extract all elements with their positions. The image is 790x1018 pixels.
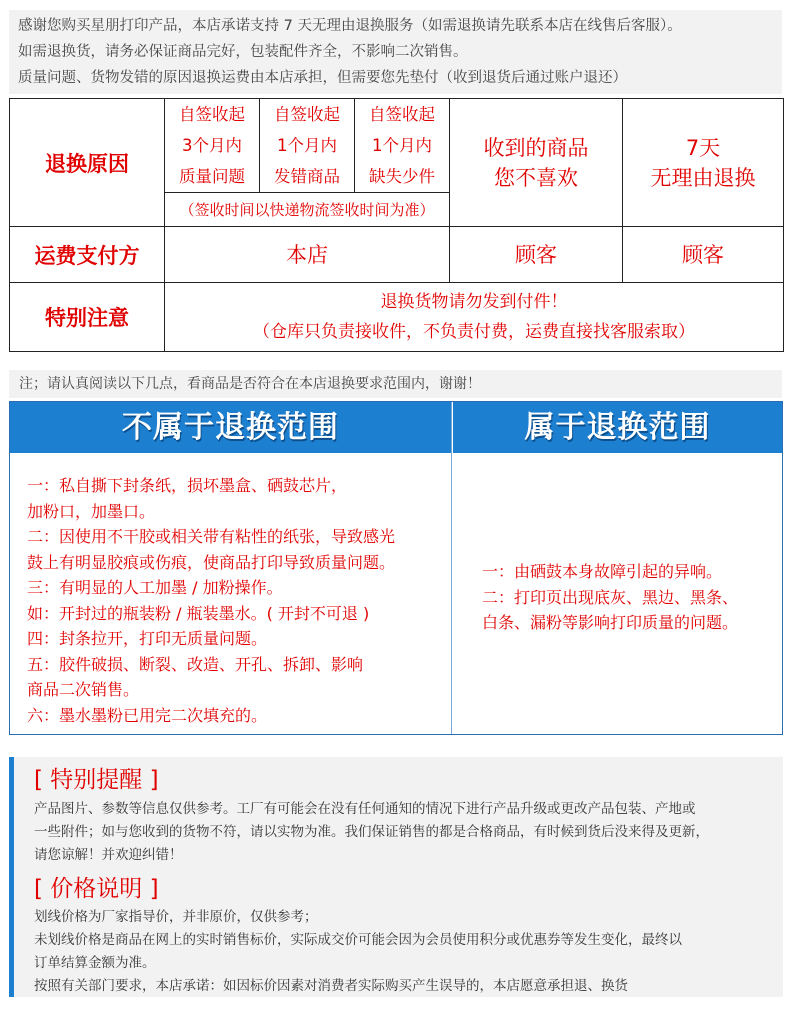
reminder-panel xyxy=(9,757,783,997)
missing-parts-cell: 自签收起 1个月内 缺失少件 xyxy=(355,99,450,193)
intro-line: 感谢您购买星朋打印产品，本店承诺支持 7 天无理由退换服务（如需退换请先联系本店在线售后客服）。 xyxy=(18,18,682,34)
notice-bar: 注；请认真阅读以下几点，看商品是否符合在本店退换要求范围内，谢谢！ xyxy=(9,370,782,398)
not-returnable-list xyxy=(27,473,447,728)
quality-issue-cell: 自签收起 3个月内 质量问题 xyxy=(165,99,260,193)
returnable-title: 属于退换范围 xyxy=(453,402,782,453)
not-returnable-title: 不属于退换范围 xyxy=(10,402,451,453)
special-reminder-text: 产品图片、参数等信息仅供参考。工厂有可能会在没有任何通知的情况下进行产品升级或更改产品包装、产地或 一些附件；如与您收到的货物不符，请以实物为准。我们保证销售的都是合格商品，有时候到货后没来得及更新， 请您谅解！并欢迎纠错！ xyxy=(34,801,709,863)
list-item: 一：私自撕下封条纸，损坏墨盒、硒鼓芯片， xyxy=(27,476,348,495)
payer-store: 本店 xyxy=(165,227,450,283)
intro-line: 质量问题、货物发错的原因退换运费由本店承担，但需要您先垫付（收到退货后通过账户退还） xyxy=(18,70,627,86)
list-item: 商品二次销售。 xyxy=(27,680,140,699)
payer-customer: 顾客 xyxy=(450,227,623,283)
special-reminder-title: [ 特别提醒 ] xyxy=(34,767,159,793)
price-note-title: [ 价格说明 ] xyxy=(34,876,159,902)
intro-block xyxy=(9,10,782,94)
returnable-list xyxy=(482,559,772,636)
return-policy-table xyxy=(9,98,784,352)
price-note-text: 划线价格为厂家指导价，并非原价，仅供参考； 未划线价格是商品在网上的实时销售标价，实际成交价可能会因为会员使用积分或优惠券等发生变化，最终以 订单结算金额为准。 按照有关部门要求，本店承诺：如因标价因素对消费者实际购买产生误导的，本店愿意承担退、换货 xyxy=(34,909,682,994)
payer-customer: 顾客 xyxy=(623,227,784,283)
special-note: 退换货物请勿发到付件！ （仓库只负责接收件，不负责付费，运费直接找客服索取） xyxy=(165,283,784,352)
list-item: 三：有明显的人工加墨 / 加粉操作。 xyxy=(27,578,283,597)
list-item: 鼓上有明显胶痕或伤痕，使商品打印导致质量问题。 xyxy=(27,552,396,572)
list-item: 如：开封过的瓶装粉 / 瓶装墨水。( 开封不可退 ) xyxy=(27,603,370,623)
list-item: 白条、漏粉等影响打印质量的问题。 xyxy=(482,613,739,632)
list-item: 二：因使用不干胶或相关带有粘性的纸张，导致感光 xyxy=(27,527,396,546)
list-item: 加粉口，加墨口。 xyxy=(27,501,156,521)
special-label: 特别注意 xyxy=(10,283,165,352)
dislike-cell: 收到的商品 您不喜欢 xyxy=(450,99,623,227)
return-scope-panel xyxy=(9,401,783,735)
reason-label: 退换原因 xyxy=(10,99,165,227)
list-item: 六：墨水墨粉已用完二次填充的。 xyxy=(27,705,268,725)
sign-time-note: （签收时间以快递物流签收时间为准） xyxy=(165,193,450,227)
list-item: 四：封条拉开，打印无质量问题。 xyxy=(27,629,268,648)
list-item: 五：胶件破损、断裂、改造、开孔、拆卸、影响 xyxy=(27,654,364,674)
intro-line: 如需退换货，请务必保证商品完好，包装配件齐全，不影响二次销售。 xyxy=(18,44,468,60)
wrong-item-cell: 自签收起 1个月内 发错商品 xyxy=(260,99,355,193)
seven-day-cell: 7天 无理由退换 xyxy=(623,99,784,227)
list-item: 二：打印页出现底灰、黑边、黑条、 xyxy=(482,587,739,607)
scope-divider xyxy=(451,402,452,734)
payer-label: 运费支付方 xyxy=(10,227,165,283)
list-item: 一：由硒鼓本身故障引起的异响。 xyxy=(482,562,723,581)
